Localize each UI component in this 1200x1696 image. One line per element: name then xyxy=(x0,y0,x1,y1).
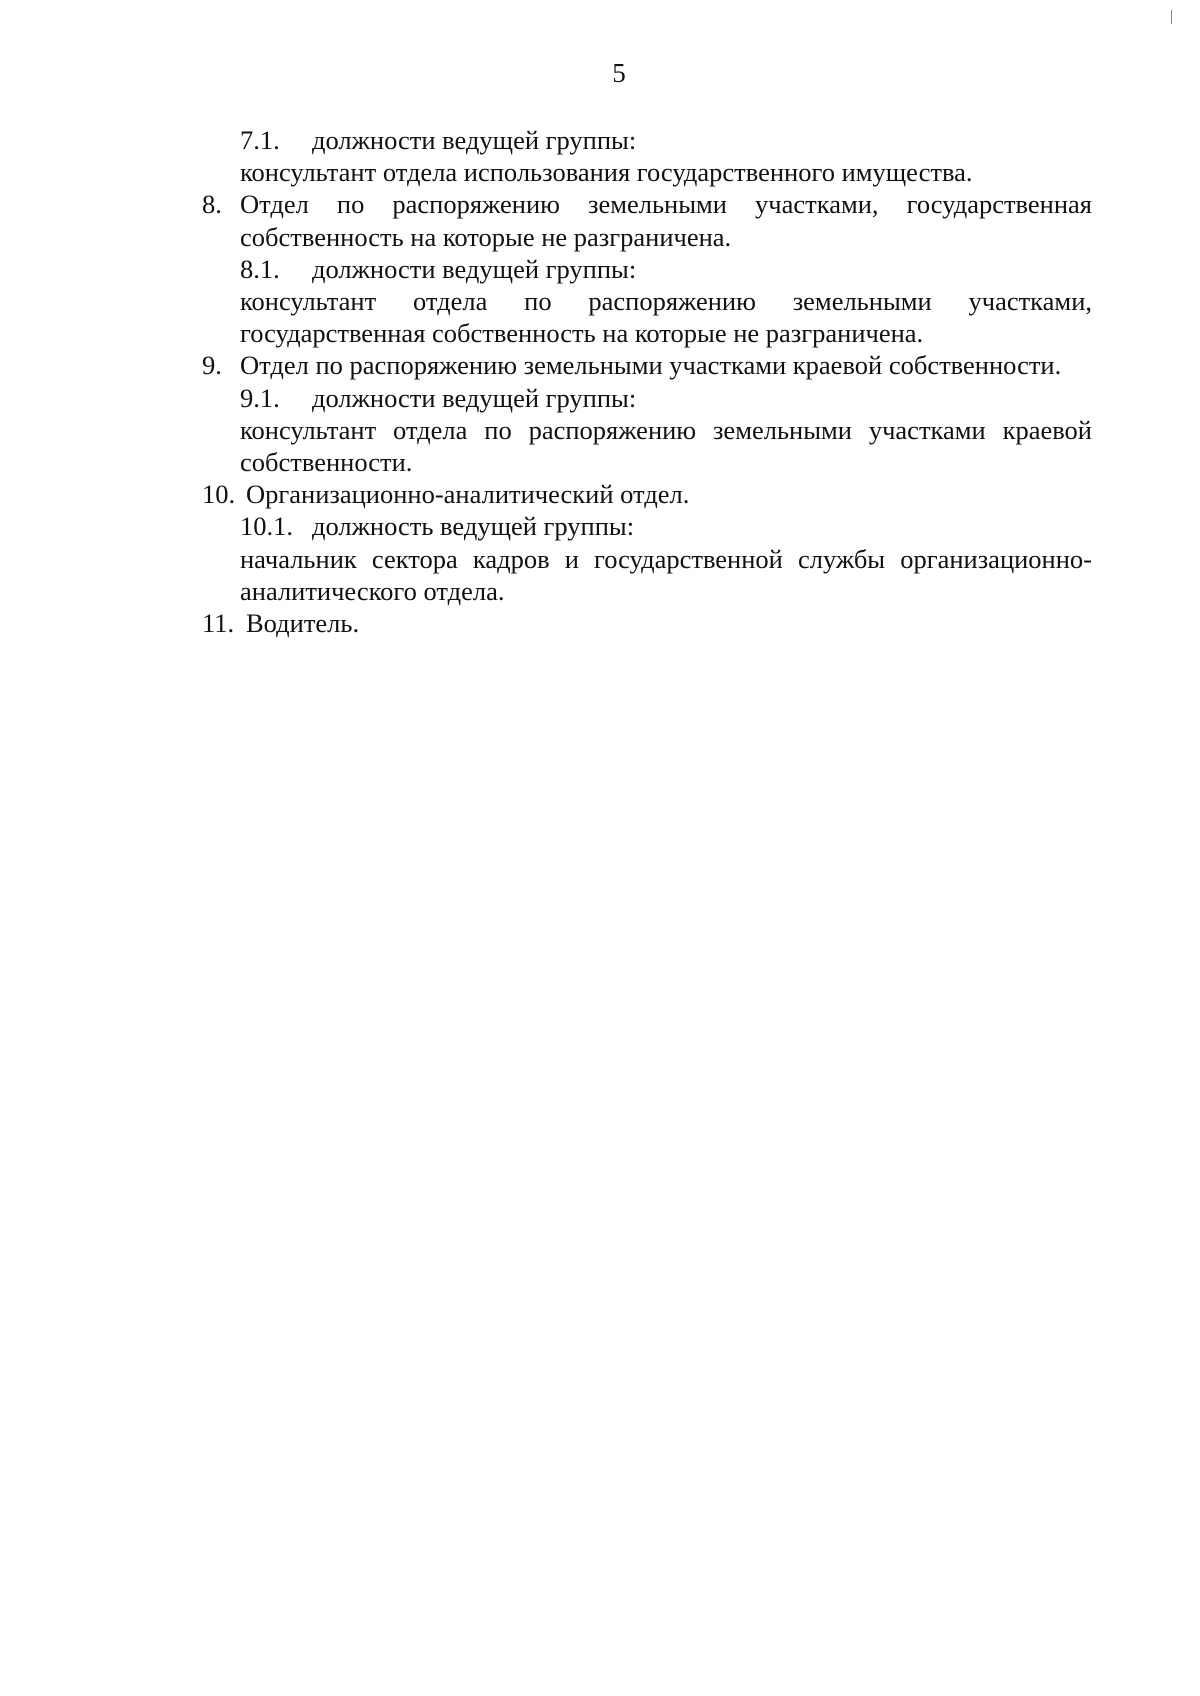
subsection-heading xyxy=(240,124,1092,156)
list-item-9 xyxy=(202,349,1092,381)
subsection-10-1 xyxy=(202,510,1092,607)
subsection-title: должности ведущей группы: xyxy=(312,253,637,284)
subsection-description: начальник сектора кадров и государственной службы организационно-аналитического отдела. xyxy=(240,543,1092,606)
list-item-11 xyxy=(202,607,1092,639)
subsection-heading xyxy=(240,382,1092,414)
list-item-8 xyxy=(202,188,1092,252)
item-text: Водитель. xyxy=(246,608,360,639)
subsection-description: консультант отдела по распоряжению земельными участками краевой собственности. xyxy=(240,414,1092,478)
subsection-9-1 xyxy=(202,382,1092,479)
item-number: 9. xyxy=(202,350,222,381)
item-number: 10. xyxy=(202,479,236,510)
item-number: 11. xyxy=(202,608,235,639)
subsection-number: 7.1. xyxy=(240,125,280,155)
subsection-number: 9.1. xyxy=(240,382,280,413)
subsection-number: 8.1. xyxy=(240,253,280,284)
document-body xyxy=(202,124,1092,639)
subsection-title: должности ведущей группы: xyxy=(312,382,637,413)
subsection-title: должность ведущей группы: xyxy=(312,511,635,542)
item-text: Организационно-аналитический отдел. xyxy=(246,479,690,510)
subsection-heading xyxy=(240,510,1092,542)
subsection-7-1 xyxy=(202,124,1092,188)
subsection-number: 10.1. xyxy=(240,511,293,542)
item-number: 8. xyxy=(202,189,222,220)
page-number: 5 xyxy=(612,58,626,88)
scan-edge-mark xyxy=(1171,10,1172,24)
item-text: Отдел по распоряжению земельными участками краевой собственности. xyxy=(240,350,1062,381)
subsection-description: консультант отдела по распоряжению земельными участками, государственная собственность на которые не разграничена. xyxy=(240,286,1092,349)
subsection-heading xyxy=(240,253,1092,285)
subsection-title: должности ведущей группы: xyxy=(312,125,637,155)
item-text: Отдел по распоряжению земельными участками, государственная собственность на которые не разграничена. xyxy=(240,189,1092,252)
subsection-8-1 xyxy=(202,253,1092,350)
list-item-10 xyxy=(202,478,1092,510)
subsection-description: консультант отдела использования государственного имущества. xyxy=(240,157,973,188)
